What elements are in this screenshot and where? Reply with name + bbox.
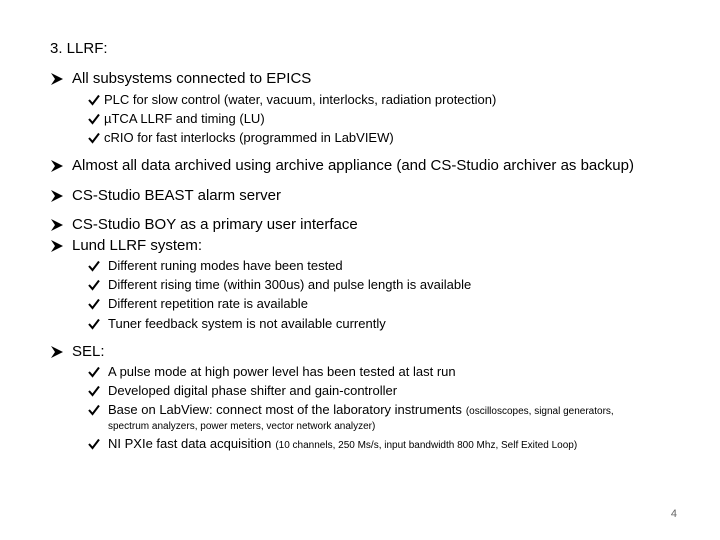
sub-bullet-text: Tuner feedback system is not available currently bbox=[108, 316, 386, 331]
sub-bullet-text: cRIO for fast interlocks (programmed in LabVIEW) bbox=[104, 130, 394, 145]
sub-bullet-text: Different repetition rate is available bbox=[108, 296, 308, 311]
check-icon bbox=[88, 132, 104, 144]
sub-bullet bbox=[88, 258, 343, 273]
bullet-epics bbox=[50, 70, 311, 87]
bullet-sel bbox=[50, 343, 105, 360]
arrow-bullet-icon bbox=[50, 159, 72, 173]
check-icon bbox=[88, 385, 108, 397]
check-icon bbox=[88, 404, 108, 416]
bullet-text: CS-Studio BOY as a primary user interface bbox=[72, 216, 358, 233]
check-icon bbox=[88, 279, 108, 291]
sub-bullet-text: µTCA LLRF and timing (LU) bbox=[104, 111, 265, 126]
sub-bullet-text: PLC for slow control (water, vacuum, interlocks, radiation protection) bbox=[104, 92, 497, 107]
sub-bullet-note-continuation: spectrum analyzers, power meters, vector network analyzer) bbox=[108, 421, 376, 432]
arrow-bullet-icon bbox=[50, 189, 72, 203]
sub-bullet bbox=[88, 111, 265, 126]
check-icon bbox=[88, 366, 108, 378]
sub-bullet bbox=[88, 402, 614, 417]
sub-bullet bbox=[88, 296, 308, 311]
sub-bullet-text: Different rising time (within 300us) and pulse length is available bbox=[108, 277, 472, 292]
sub-bullet bbox=[88, 364, 456, 379]
arrow-bullet-icon bbox=[50, 72, 72, 86]
bullet-text: Lund LLRF system: bbox=[72, 237, 203, 254]
check-icon bbox=[88, 94, 104, 106]
check-icon bbox=[88, 113, 104, 125]
sub-bullet-text: NI PXIe fast data acquisition bbox=[108, 436, 272, 451]
check-icon bbox=[88, 438, 108, 450]
check-icon bbox=[88, 318, 108, 330]
bullet-text: All subsystems connected to EPICS bbox=[72, 70, 312, 87]
bullet-lund bbox=[50, 237, 202, 254]
sub-bullet-text: A pulse mode at high power level has been tested at last run bbox=[108, 364, 456, 379]
bullet-text: Almost all data archived using archive appliance (and CS-Studio archiver as backup) bbox=[72, 157, 634, 174]
check-icon bbox=[88, 260, 108, 272]
sub-bullet bbox=[88, 92, 496, 107]
sub-bullet bbox=[88, 277, 471, 292]
check-icon bbox=[88, 298, 108, 310]
sub-bullet bbox=[88, 383, 397, 398]
bullet-boy bbox=[50, 216, 358, 233]
page-number: 4 bbox=[670, 508, 677, 520]
arrow-bullet-icon bbox=[50, 218, 72, 232]
sub-bullet-text: Different runing modes have been tested bbox=[108, 258, 343, 273]
slide-heading: 3. LLRF: bbox=[50, 40, 108, 57]
sub-bullet-note: (10 channels, 250 Ms/s, input bandwidth 800 Mhz, Self Exited Loop) bbox=[275, 440, 578, 451]
sub-bullet bbox=[88, 316, 386, 331]
sub-bullet bbox=[88, 436, 577, 451]
sub-bullet bbox=[88, 130, 394, 145]
bullet-text: SEL: bbox=[72, 343, 105, 360]
arrow-bullet-icon bbox=[50, 345, 72, 359]
arrow-bullet-icon bbox=[50, 239, 72, 253]
bullet-text: CS-Studio BEAST alarm server bbox=[72, 187, 281, 204]
bullet-beast bbox=[50, 187, 281, 204]
sub-bullet-text: Developed digital phase shifter and gain-controller bbox=[108, 383, 398, 398]
sub-bullet-note: (oscilloscopes, signal generators, bbox=[465, 406, 614, 417]
sub-bullet-text: Base on LabView: connect most of the laboratory instruments bbox=[108, 402, 462, 417]
bullet-archiver bbox=[50, 157, 634, 174]
